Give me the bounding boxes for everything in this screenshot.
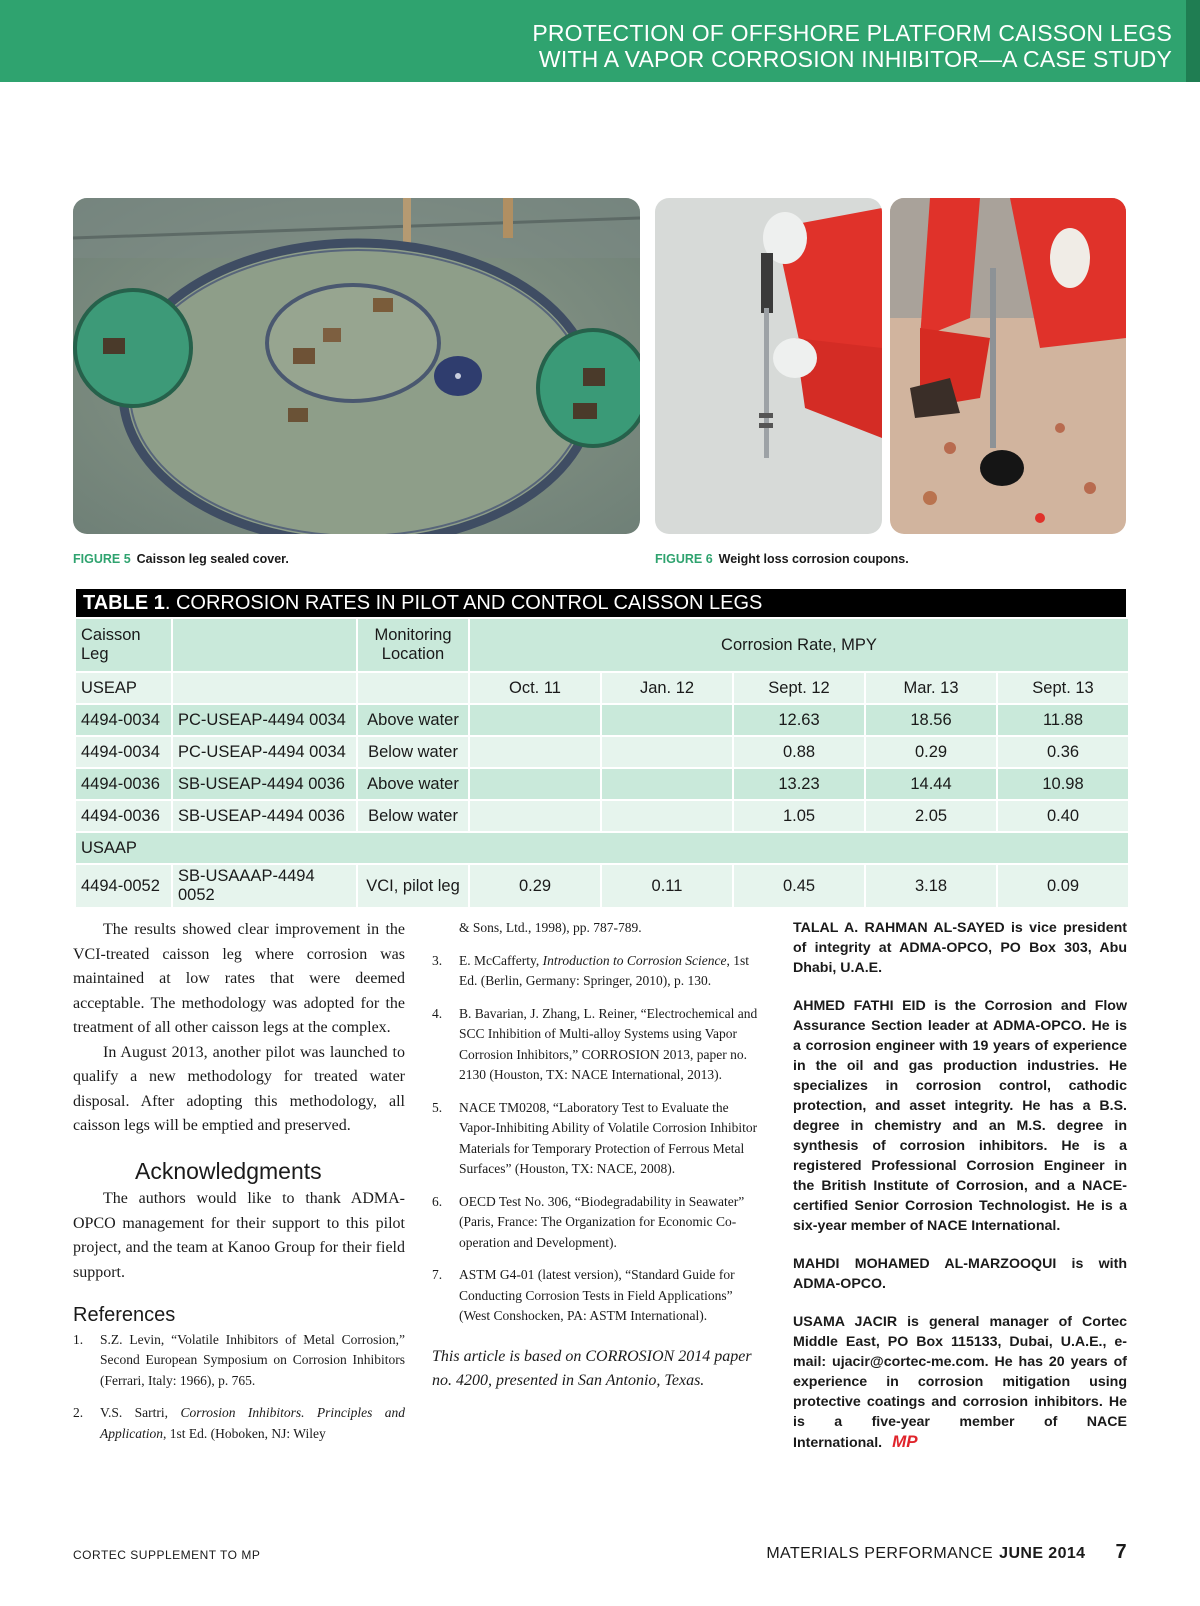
reference-text-plain: , 1st Ed. (Hoboken, NJ: Wiley: [163, 1425, 326, 1441]
author-bio-text: is the Corrosion and Flow Assurance Section leader at ADMA-OPCO. He is a corrosion engineer with 19 years of experience in the oil and gas production industries. He specializes in corrosion control, cathodic protection, and asset integrity. He has a B.S. degree in chemistry and an M.S. degree in synthesis of corrosion inhibitors. He is a registered Professional Corrosion Engineer in the British Institute of Corrosion, and a NACE-certified Senior Corrosion Technologist. He is a six-year member of NACE International.: [793, 998, 1127, 1234]
rate-cell: 0.36: [998, 737, 1128, 767]
table-title-number: TABLE 1: [83, 592, 165, 614]
author-bio-text: is vice president of integrity at ADMA-OPCO, PO Box 303, Abu Dhabi, U.A.E.: [793, 920, 1127, 976]
figure-5-label: FIGURE 5: [73, 552, 131, 566]
rate-cell: 0.88: [734, 737, 864, 767]
cell-blank: [173, 673, 356, 703]
figure-5-caption: [73, 552, 289, 566]
table-row: [76, 865, 1128, 907]
rate-cell: 2.05: [866, 801, 996, 831]
author-bio-text: is with ADMA-OPCO.: [793, 1256, 1127, 1292]
reference-text: [100, 1330, 405, 1392]
rate-cell: 11.88: [998, 705, 1128, 735]
reference-text-italic: Introduction to Corrosion Science: [542, 952, 727, 968]
id-cell: SB-USEAP-4494 0036: [173, 769, 356, 799]
table-row: [76, 801, 1128, 831]
rate-cell: 12.63: [734, 705, 864, 735]
date-cell: Sept. 12: [734, 673, 864, 703]
reference-number: 5.: [432, 1099, 443, 1115]
header-blank: [173, 619, 356, 671]
author-bio: [793, 996, 1127, 1236]
date-cell: Jan. 12: [602, 673, 732, 703]
header-edge: [1186, 0, 1200, 82]
author-bio: [793, 1254, 1127, 1294]
rate-cell: 0.09: [998, 865, 1128, 907]
footer-folio: [766, 1541, 1127, 1564]
corrosion-rate-table: [76, 589, 1126, 909]
useap-label: USEAP: [76, 673, 171, 703]
mp-end-logo: MP: [892, 1432, 918, 1451]
rate-cell: 0.29: [866, 737, 996, 767]
id-cell: PC-USEAP-4494 0034: [173, 737, 356, 767]
rate-cell: 14.44: [866, 769, 996, 799]
reference-2-continued: & Sons, Ltd., 1998), pp. 787-789.: [459, 920, 642, 935]
leg-cell: 4494-0036: [76, 769, 171, 799]
figure-5-photo: [73, 198, 640, 534]
rate-cell: [602, 769, 732, 799]
location-cell: Below water: [358, 801, 468, 831]
reference-item: [432, 1098, 766, 1180]
id-cell: SB-USAAAP-4494 0052: [173, 865, 356, 907]
body-column-middle: [432, 918, 766, 1393]
rate-cell: 10.98: [998, 769, 1128, 799]
rate-cell: [602, 705, 732, 735]
leg-cell: 4494-0052: [76, 865, 171, 907]
rate-cell: [470, 801, 600, 831]
rate-cell: [602, 801, 732, 831]
location-cell: VCI, pilot leg: [358, 865, 468, 907]
reference-text: [459, 951, 766, 992]
acknowledgments-heading: Acknowledgments: [135, 1157, 322, 1184]
leg-cell: 4494-0034: [76, 705, 171, 735]
reference-text-plain: V.S. Sartri,: [100, 1405, 181, 1420]
table-row: [76, 769, 1128, 799]
reference-item: [73, 1330, 405, 1392]
usaap-label: USAAP: [76, 833, 1128, 863]
reference-number: 1.: [73, 1331, 84, 1347]
table-useap-row: [76, 673, 1128, 703]
rate-cell: 1.05: [734, 801, 864, 831]
footer-issue: JUNE 2014: [999, 1545, 1086, 1562]
rate-cell: 0.11: [602, 865, 732, 907]
leg-cell: 4494-0034: [76, 737, 171, 767]
figure-6-caption-text: Weight loss corrosion coupons.: [718, 552, 909, 566]
reference-text: OECD Test No. 306, “Biodegradability in Seawater” (Paris, France: The Organization for Economic Co-operation and Development).: [459, 1193, 745, 1250]
body-paragraph: The results showed clear improvement in the VCI-treated caisson leg where corrosion was maintained at low rates that were deemed acceptable. The methodology was adopted for the treatment of all other caisson legs at the complex.: [73, 921, 405, 1036]
date-cell: Oct. 11: [470, 673, 600, 703]
reference-item: [432, 951, 766, 992]
rate-cell: [470, 705, 600, 735]
author-bio-text: is general manager of Cortec Middle East, PO Box 115133, Dubai, U.A.E., e-mail: ujacir@cortec-me.com. He has 20 years of experience in corrosion mitigation using protective coatings and corrosion inhibitors. He is a five-year member of NACE International.: [793, 1314, 1127, 1451]
running-title-line-2: WITH A VAPOR CORROSION INHIBITOR—A CASE STUDY: [538, 46, 1172, 72]
rate-cell: 0.45: [734, 865, 864, 907]
reference-number: 6.: [432, 1193, 443, 1209]
body-column-left: [73, 918, 405, 1456]
table-row: [76, 737, 1128, 767]
reference-item: [432, 1192, 766, 1254]
reference-text-plain: , 1st Ed. (Berlin, Germany: Springer, 2010), p. 130.: [459, 952, 749, 988]
author-bio: [793, 918, 1127, 978]
table-header-row: [76, 619, 1128, 671]
rate-cell: 18.56: [866, 705, 996, 735]
author-name: TALAL A. RAHMAN AL-SAYED: [793, 920, 1005, 936]
rate-cell: 13.23: [734, 769, 864, 799]
author-name: USAMA JACIR: [793, 1314, 898, 1330]
header-caisson-leg: Caisson Leg: [76, 619, 171, 671]
header-corrosion-rate: Corrosion Rate, MPY: [470, 619, 1128, 671]
table-body: [74, 617, 1130, 909]
rate-cell: 3.18: [866, 865, 996, 907]
body-paragraph: In August 2013, another pilot was launched to qualify a new methodology for treated water disposal. After adopting this methodology, all caisson legs will be emptied and preserved.: [73, 1043, 405, 1134]
cell-blank: [358, 673, 468, 703]
table-title-text: . CORROSION RATES IN PILOT AND CONTROL CAISSON LEGS: [164, 592, 763, 614]
reference-text-plain: S.Z. Levin, “Volatile Inhibitors of Metal Corrosion,” Second European Symposium on Corrosion Inhibitors (Ferrari, Italy: 1966), p. 765.: [100, 1331, 405, 1388]
rate-cell: 0.29: [470, 865, 600, 907]
id-cell: SB-USEAP-4494 0036: [173, 801, 356, 831]
location-cell: Above water: [358, 705, 468, 735]
article-source-note: This article is based on CORROSION 2014 paper no. 4200, presented in San Antonio, Texas.: [432, 1347, 752, 1389]
reference-number: 4.: [432, 1005, 443, 1021]
reference-text: B. Bavarian, J. Zhang, L. Reiner, “Electrochemical and SCC Inhibition of Multi-alloy Systems using Vapor Corrosion Inhibitors,” CORROSION 2013, paper no. 2130 (Houston, TX: NACE International, 2013).: [459, 1005, 758, 1082]
author-bios: [793, 918, 1127, 1471]
acknowledgments-text: The authors would like to thank ADMA-OPCO management for their support to this pilot project, and the team at Kanoo Group for their field support.: [73, 1190, 405, 1281]
date-cell: Sept. 13: [998, 673, 1128, 703]
references-heading: References: [73, 1304, 176, 1326]
location-cell: Above water: [358, 769, 468, 799]
id-cell: PC-USEAP-4494 0034: [173, 705, 356, 735]
author-name: MAHDI MOHAMED AL-MARZOOQUI: [793, 1256, 1057, 1272]
rate-cell: [602, 737, 732, 767]
reference-text: [100, 1403, 405, 1444]
figure-6-photo-coupon: [655, 198, 882, 534]
figure-6-label: FIGURE 6: [655, 552, 713, 566]
reference-number: 2.: [73, 1405, 84, 1420]
reference-number: 7.: [432, 1267, 443, 1282]
figure-6-photo-worker: [890, 198, 1126, 534]
reference-text: ASTM G4-01 (latest version), “Standard Guide for Conducting Corrosion Tests in Field Applications” (West Conshocken, PA: ASTM International).: [459, 1267, 735, 1323]
leg-cell: 4494-0036: [76, 801, 171, 831]
figure-5-caption-text: Caisson leg sealed cover.: [136, 552, 289, 566]
date-cell: Mar. 13: [866, 673, 996, 703]
reference-text-italic: Corrosion Inhibitors. Principles and Application: [100, 1405, 406, 1441]
reference-item: [432, 1265, 766, 1327]
rate-cell: [470, 769, 600, 799]
running-title-line-1: PROTECTION OF OFFSHORE PLATFORM CAISSON LEGS: [532, 20, 1172, 46]
reference-number: 3.: [432, 952, 443, 968]
author-bio: [793, 1312, 1127, 1453]
page-number: 7: [1115, 1541, 1127, 1563]
footer-magazine: MATERIALS PERFORMANCE: [766, 1545, 994, 1562]
reference-item: [432, 1004, 766, 1086]
table-usaap-row: [76, 833, 1128, 863]
reference-text-plain: E. McCafferty,: [459, 952, 543, 968]
location-cell: Below water: [358, 737, 468, 767]
rate-cell: 0.40: [998, 801, 1128, 831]
rate-cell: [470, 737, 600, 767]
header-monitoring-location: Monitoring Location: [358, 619, 468, 671]
article-running-title: [532, 20, 1172, 72]
table-row: [76, 705, 1128, 735]
reference-text: NACE TM0208, “Laboratory Test to Evaluate the Vapor-Inhibiting Ability of Volatile Corrosion Inhibitor Materials for Temporary Protection of Ferrous Metal Surfaces” (Houston, TX: NACE, 2008).: [459, 1099, 758, 1176]
table-title: [76, 589, 1126, 617]
figure-6-caption: [655, 552, 909, 566]
reference-item: [73, 1403, 405, 1444]
author-name: AHMED FATHI EID: [793, 998, 926, 1014]
footer-publication: CORTEC SUPPLEMENT TO MP: [73, 1548, 261, 1562]
